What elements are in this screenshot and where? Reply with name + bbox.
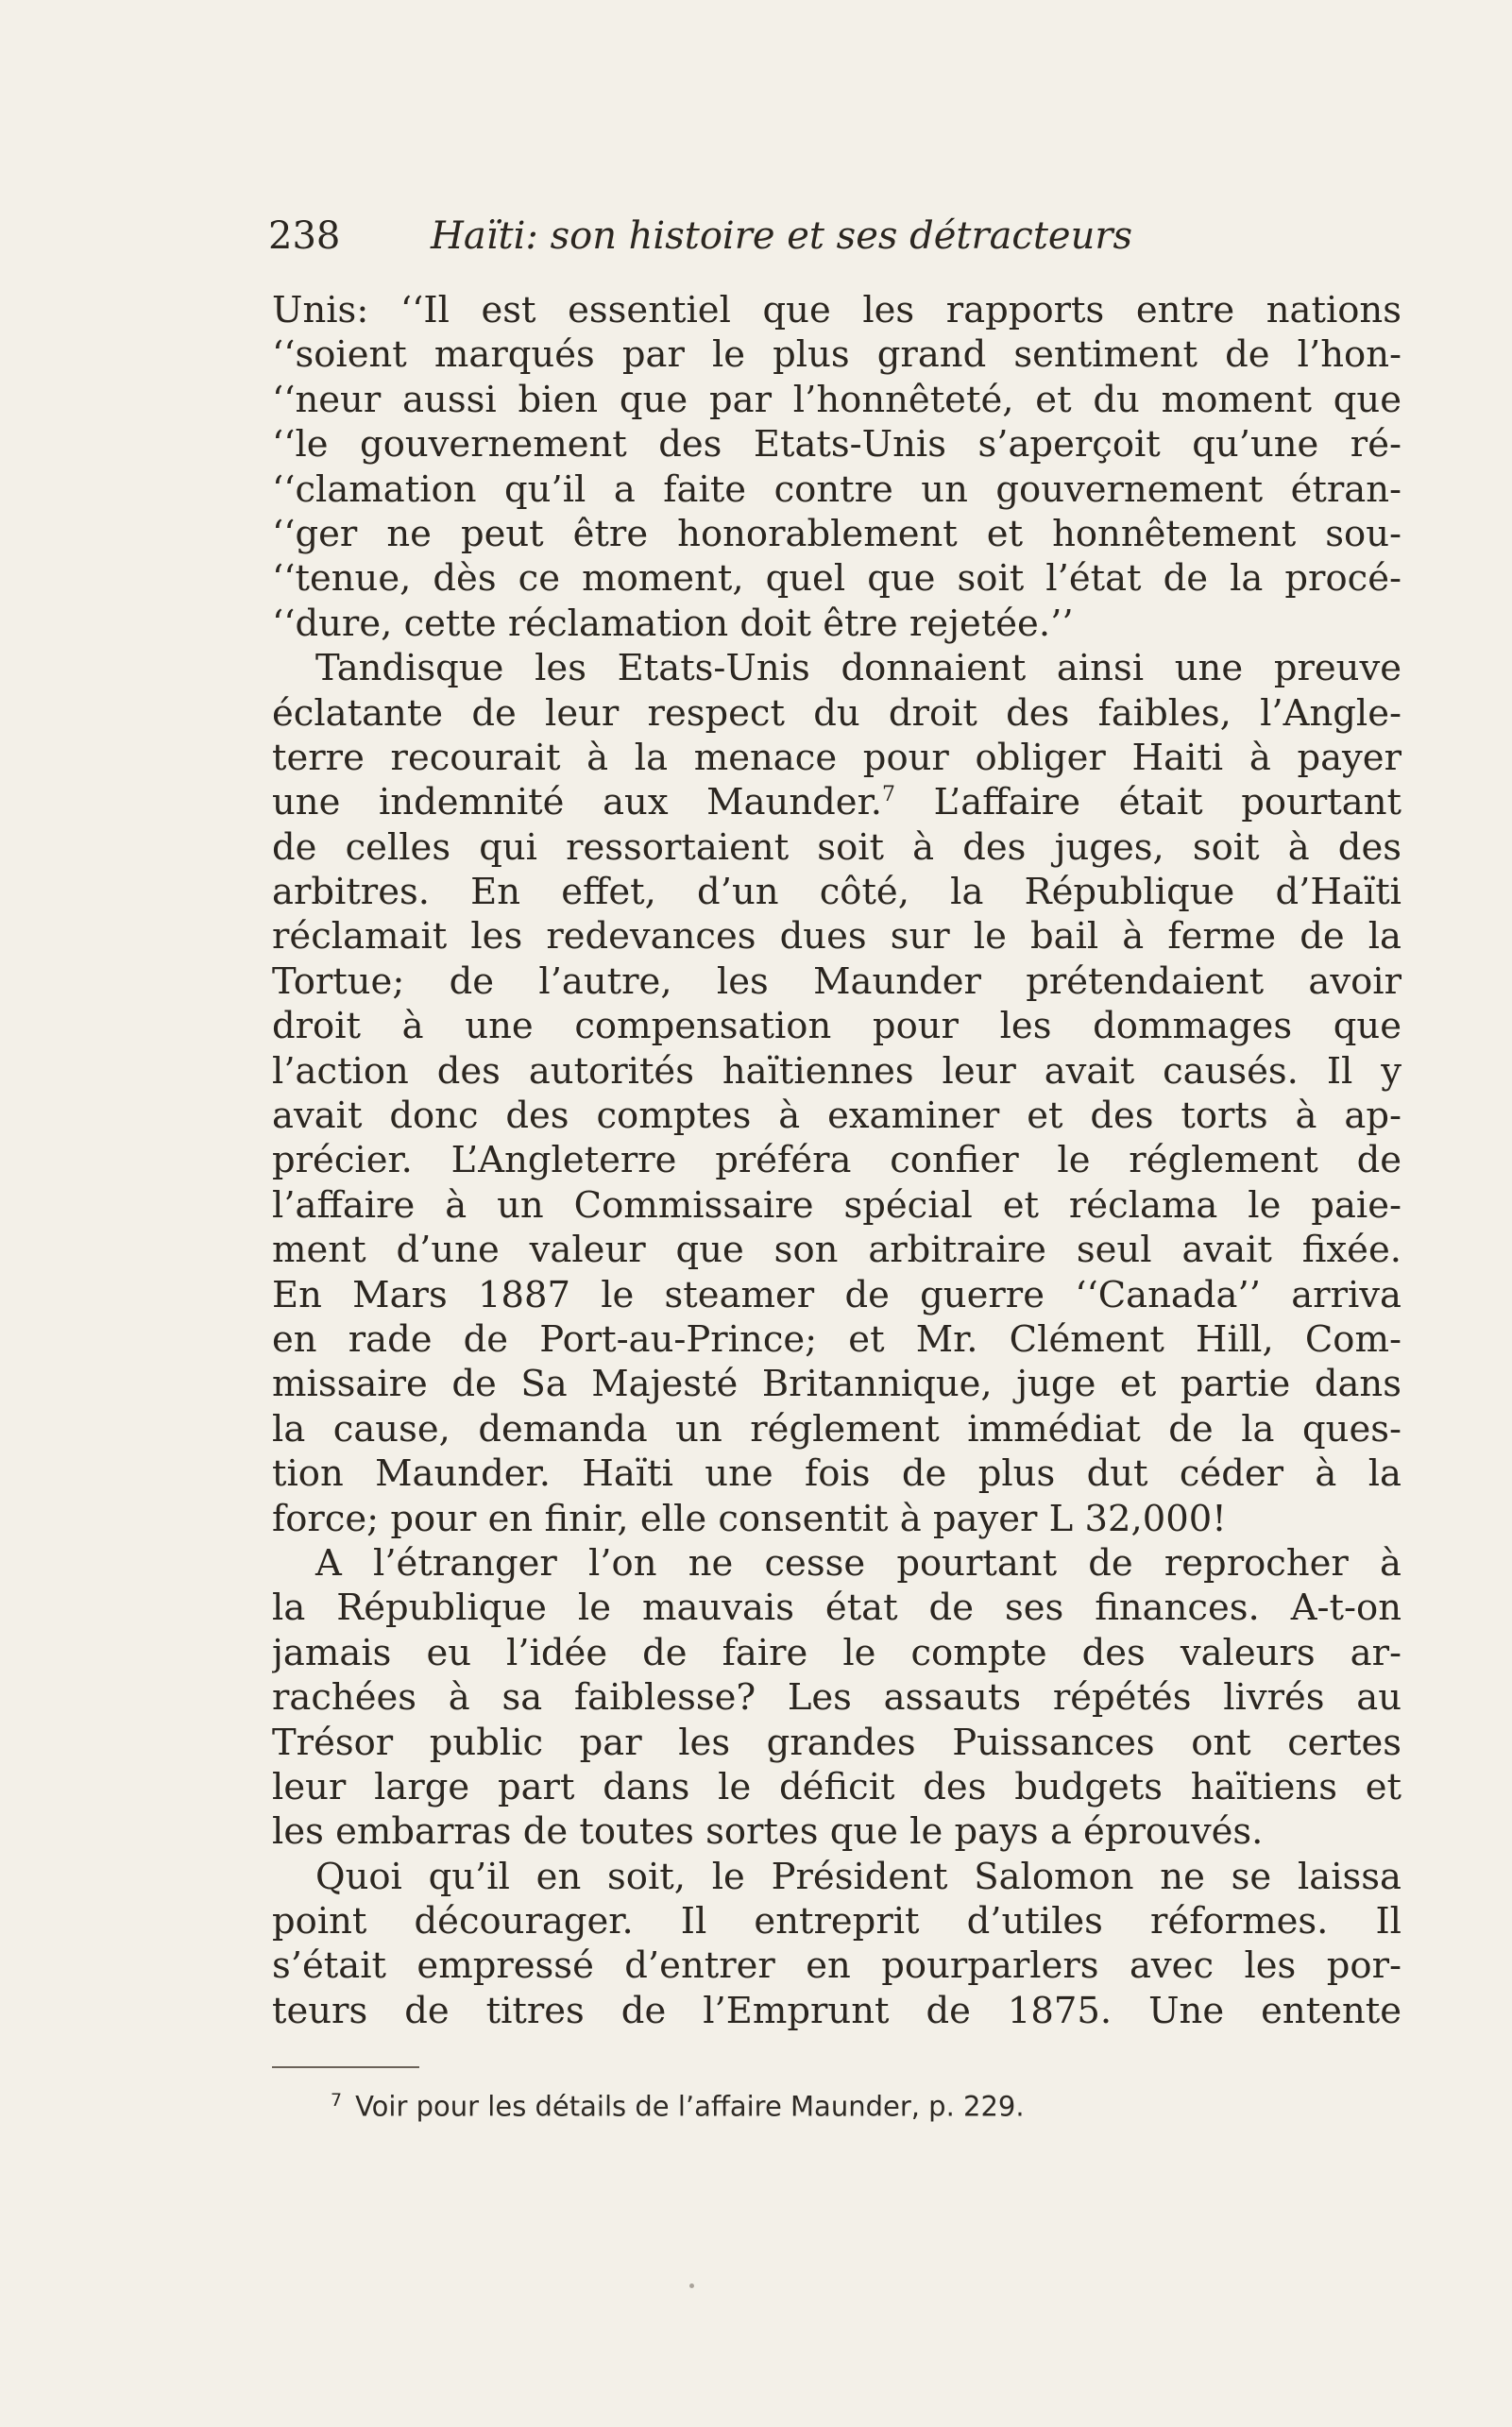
text-line: force; pour en finir, elle consentit à payer L 32,000! — [272, 1497, 1227, 1540]
text-line: précier. L’Angleterre préféra confier le réglement de — [272, 1139, 1402, 1182]
text-segment: une indemnité aux Maunder. — [272, 781, 882, 824]
text-line: éclatante de leur respect du droit des faibles, l’Angle- — [272, 691, 1402, 735]
text-line: l’affaire à un Commissaire spécial et réclama le paie- — [272, 1183, 1402, 1227]
running-head — [268, 210, 1402, 263]
text-line: Quoi qu’il en soit, le Président Salomon ne se laissa — [315, 1855, 1402, 1898]
text-line: rachées à sa faiblesse? Les assauts répétés livrés au — [272, 1676, 1402, 1720]
text-line: Trésor public par les grandes Puissances ont certes — [272, 1721, 1402, 1764]
text-line: ‘‘le gouvernement des Etats-Unis s’aperçoit qu’une ré- — [272, 423, 1402, 467]
text-line: droit à une compensation pour les dommages que — [272, 1005, 1402, 1048]
text-line: la cause, demanda un réglement immédiat de la ques- — [272, 1407, 1402, 1451]
text-line: Unis: ‘‘Il est essentiel que les rapports entre nations — [272, 289, 1402, 331]
text-line: ‘‘neur aussi bien que par l’honnêteté, et du moment que — [272, 378, 1402, 421]
footnote-marker: 7 — [331, 2090, 343, 2111]
footnote-divider — [272, 2066, 419, 2068]
text-line: ‘‘soient marqués par le plus grand sentiment de l’hon- — [272, 333, 1402, 377]
footnote-text: Voir pour les détails de l’affaire Maunder, p. 229. — [355, 2090, 1025, 2123]
text-line: tion Maunder. Haïti une fois de plus dut céder à la — [272, 1452, 1402, 1496]
text-line: terre recourait à la menace pour obliger Haiti à payer — [272, 736, 1402, 779]
text-line: Tortue; de l’autre, les Maunder prétendaient avoir — [272, 959, 1402, 1003]
text-line: A l’étranger l’on ne cesse pourtant de reprocher à — [315, 1541, 1402, 1585]
text-line: en rade de Port-au-Prince; et Mr. Clément Hill, Com- — [272, 1317, 1402, 1361]
text-line: réclamait les redevances dues sur le bail à ferme de la — [272, 915, 1402, 959]
text-line: ‘‘tenue, dès ce moment, quel que soit l’état de la procé- — [272, 557, 1402, 601]
text-segment: L’affaire était pourtant — [933, 781, 1402, 824]
text-line: jamais eu l’idée de faire le compte des valeurs ar- — [272, 1631, 1402, 1674]
text-line: s’était empressé d’entrer en pourparlers avec les por- — [272, 1944, 1402, 1988]
text-line: arbitres. En effet, d’un côté, la République d’Haïti — [272, 871, 1402, 914]
text-line-with-footnote — [272, 780, 1402, 824]
text-line: les embarras de toutes sortes que le pays a éprouvés. — [272, 1810, 1264, 1854]
text-line: la République le mauvais état de ses finances. A-t-on — [272, 1587, 1402, 1630]
page-number: 238 — [268, 214, 341, 258]
text-line: l’action des autorités haïtiennes leur avait causés. Il y — [272, 1049, 1402, 1093]
text-line: avait donc des comptes à examiner et des torts à ap- — [272, 1095, 1402, 1138]
body-text — [272, 288, 1402, 2033]
paper-speck — [689, 2283, 694, 2288]
text-line: ment d’une valeur que son arbitraire seul avait fixée. — [272, 1229, 1402, 1272]
text-line: ‘‘ger ne peut être honorablement et honnêtement sou- — [272, 512, 1402, 555]
footnote-reference: 7 — [882, 783, 895, 807]
text-line: missaire de Sa Majesté Britannique, juge et partie dans — [272, 1363, 1402, 1406]
text-line: teurs de titres de l’Emprunt de 1875. Une entente — [272, 1989, 1402, 2032]
text-line: Tandisque les Etats-Unis donnaient ainsi une preuve — [315, 647, 1402, 690]
footnote — [331, 2078, 1369, 2130]
text-line: point décourager. Il entreprit d’utiles réformes. Il — [272, 1900, 1402, 1943]
text-line: de celles qui ressortaient soit à des juges, soit à des — [272, 825, 1402, 869]
text-line: ‘‘dure, cette réclamation doit être rejetée.’’ — [272, 602, 1074, 645]
text-line: En Mars 1887 le steamer de guerre ‘‘Canada’’ arriva — [272, 1273, 1402, 1316]
running-title: Haïti: son histoire et ses détracteurs — [431, 214, 1132, 258]
text-line: leur large part dans le déficit des budgets haïtiens et — [272, 1765, 1402, 1808]
text-line: ‘‘clamation qu’il a faite contre un gouvernement étran- — [272, 467, 1402, 511]
